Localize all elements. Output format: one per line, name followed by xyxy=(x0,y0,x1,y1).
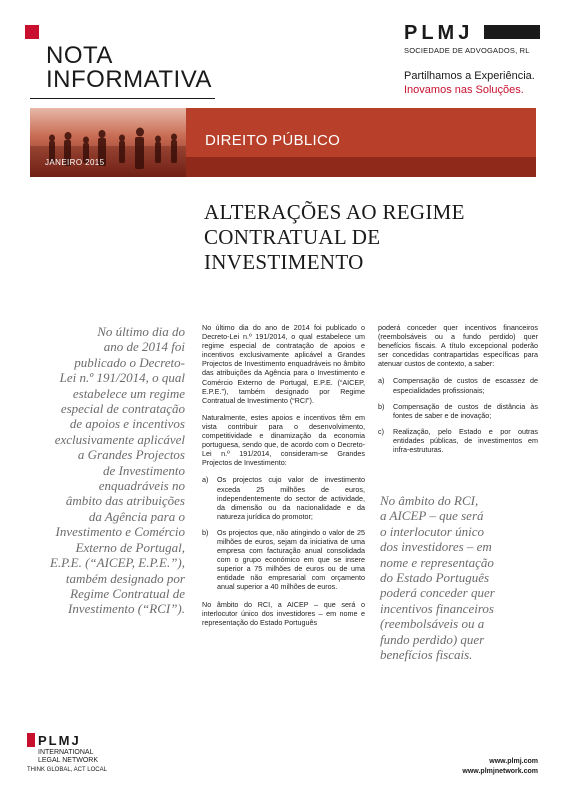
footer-slogan: THINK GLOBAL, ACT LOCAL xyxy=(27,767,107,773)
list-item-text: Realização, pelo Estado e por outras entidades públicas, de investimentos em infra-estruturas. xyxy=(393,426,538,455)
pullquote-line: No âmbito do RCI, xyxy=(380,493,479,508)
pullquote-line: Lei n.º 191/2014, o qual xyxy=(59,370,185,386)
banner-band-dark xyxy=(186,157,536,177)
pullquote-line: publicado o Decreto- xyxy=(74,354,185,370)
issue-date: JANEIRO 2015 xyxy=(45,158,105,167)
list-marker: c) xyxy=(378,426,384,436)
pullquote-line: (reembolsáveis ou a xyxy=(380,616,485,632)
logo-bar xyxy=(484,25,540,39)
list-item-text: Os projectos cujo valor de investimento exceda 25 milhões de euros, independentemente do sector de actividade, da dimensão ou da nacionalidade e da natureza jurídica do promotor; xyxy=(217,475,365,521)
body-paragraph: poderá conceder quer incentivos financeiros (reembolsáveis ou a fundo perdido) quer benefícios fiscais. A título excepcional poderão ser concedidas contrapartidas específicas para atenuar custos de contexto, a saber: xyxy=(378,323,538,369)
pullquote-line: do Estado Português xyxy=(380,570,490,586)
pullquote-line: a AICEP – que será xyxy=(380,508,484,524)
pullquote-line: Regime Contratual de xyxy=(70,585,185,601)
pullquote-right xyxy=(380,493,540,662)
pullquote-line: exclusivamente aplicável xyxy=(54,431,185,447)
footer-network-link[interactable]: www.plmjnetwork.com xyxy=(462,768,538,775)
compensation-list xyxy=(378,376,538,454)
pullquote-line: ano de 2014 foi xyxy=(103,339,185,355)
pullquote-line: especial de contratação xyxy=(60,401,185,417)
list-marker: b) xyxy=(202,527,209,537)
pullquote-line: incentivos financeiros xyxy=(380,600,494,616)
body-column-2 xyxy=(378,323,538,462)
pullquote-line: benefícios fiscais. xyxy=(380,647,473,663)
doc-type-line2: INFORMATIVA xyxy=(46,66,212,93)
pullquote-line: E.P.E. (“AICEP, E.P.E.”), xyxy=(49,555,185,571)
list-marker: b) xyxy=(378,401,385,411)
pullquote-line: No último dia do xyxy=(97,324,185,339)
footer-logo: PLMJ xyxy=(38,733,81,748)
footer-red-mark xyxy=(27,733,35,747)
pullquote-line: da Agência para o xyxy=(88,508,185,524)
plmj-logo: PLMJ xyxy=(404,22,474,44)
footer-network-line2: LEGAL NETWORK xyxy=(38,757,99,764)
criteria-list xyxy=(202,475,365,591)
pullquote-line: âmbito das atribuições xyxy=(65,493,185,509)
pullquote-line: nome e representação xyxy=(380,554,494,570)
doc-type-line1: NOTA xyxy=(46,42,113,69)
logo-subtitle: SOCIEDADE DE ADVOGADOS, RL xyxy=(404,46,530,55)
pullquote-line: de apoios e incentivos xyxy=(69,416,185,432)
pullquote-line: Investimento e Comércio xyxy=(55,524,185,540)
list-item-text: Compensação de custos de escassez de especialidades profissionais; xyxy=(393,376,538,395)
pullquote-left xyxy=(28,324,185,617)
list-item xyxy=(202,475,365,520)
tagline-line1: Partilhamos a Experiência. xyxy=(404,70,535,82)
list-marker: a) xyxy=(202,475,209,485)
pullquote-line: Investimento (“RCI”). xyxy=(68,601,185,617)
page-title-line1: ALTERAÇÕES AO REGIME xyxy=(204,200,465,224)
pullquote-line: dos investidores – em xyxy=(380,539,492,555)
pullquote-line: de Investimento xyxy=(103,462,185,478)
page-title-line3: INVESTIMENTO xyxy=(204,250,364,274)
pullquote-line: enquadráveis no xyxy=(98,478,185,494)
list-item-text: Compensação de custos de distância às fontes de saber e de inovação; xyxy=(393,401,538,420)
page-title-line2: CONTRATUAL DE xyxy=(204,225,381,249)
body-paragraph: Naturalmente, estes apoios e incentivos têm em vista contribuir para o desenvolvimento, competitividade e dinamização da economia portuguesa, sendo que, de acordo com o Decreto-Lei n.º 191/2014, consideram-se Grandes Projectos de Investimento: xyxy=(202,412,365,468)
pullquote-line: fundo perdido) quer xyxy=(380,631,485,647)
body-column-1 xyxy=(202,323,365,635)
body-paragraph: No âmbito do RCI, a AICEP – que será o interlocutor único dos investidores – em nome e representação do Estado Português xyxy=(202,599,365,627)
list-item xyxy=(378,402,538,420)
body-paragraph: No último dia do ano de 2014 foi publicado o Decreto-Lei n.º 191/2014, o qual estabelece um regime especial de contratação de apoios e incentivos exclusivamente aplicável a Grandes Projectos de Investimento enquadráveis no âmbito das atribuições da Agência para o Investimento e Comércio Externo de Portugal, E.P.E. (“AICEP, E.P.E.”), também designado por Regime Contratual de Investimento (“RCI”). xyxy=(202,323,365,405)
pullquote-line: Externo de Portugal, xyxy=(75,539,185,555)
page-title xyxy=(204,200,504,275)
header-divider xyxy=(30,98,215,99)
list-item-text: Os projectos que, não atingindo o valor de 25 milhões de euros, sejam da iniciativa de uma empresa com facturação anual consolidada com o grupo económico em que se insere superior a 75 milhões de euros ou de uma entidade não empresarial com orçamento anual superior a 40 milhões de euros. xyxy=(217,527,365,592)
footer-website-link[interactable]: www.plmj.com xyxy=(489,758,538,765)
list-item xyxy=(378,427,538,454)
pullquote-line: poderá conceder quer xyxy=(380,585,495,601)
pullquote-line: o interlocutor único xyxy=(380,523,484,539)
list-item xyxy=(202,528,365,592)
tagline-line2: Inovamos nas Soluções. xyxy=(404,84,524,96)
list-marker: a) xyxy=(378,376,385,386)
pullquote-line: a Grandes Projectos xyxy=(77,447,185,463)
red-square-mark xyxy=(25,25,39,39)
pullquote-line: também designado por xyxy=(65,570,185,586)
list-item xyxy=(378,376,538,394)
pullquote-line: estabelece um regime xyxy=(72,385,185,401)
section-title: DIREITO PÚBLICO xyxy=(205,132,341,149)
footer-network-line1: INTERNATIONAL xyxy=(38,749,94,756)
